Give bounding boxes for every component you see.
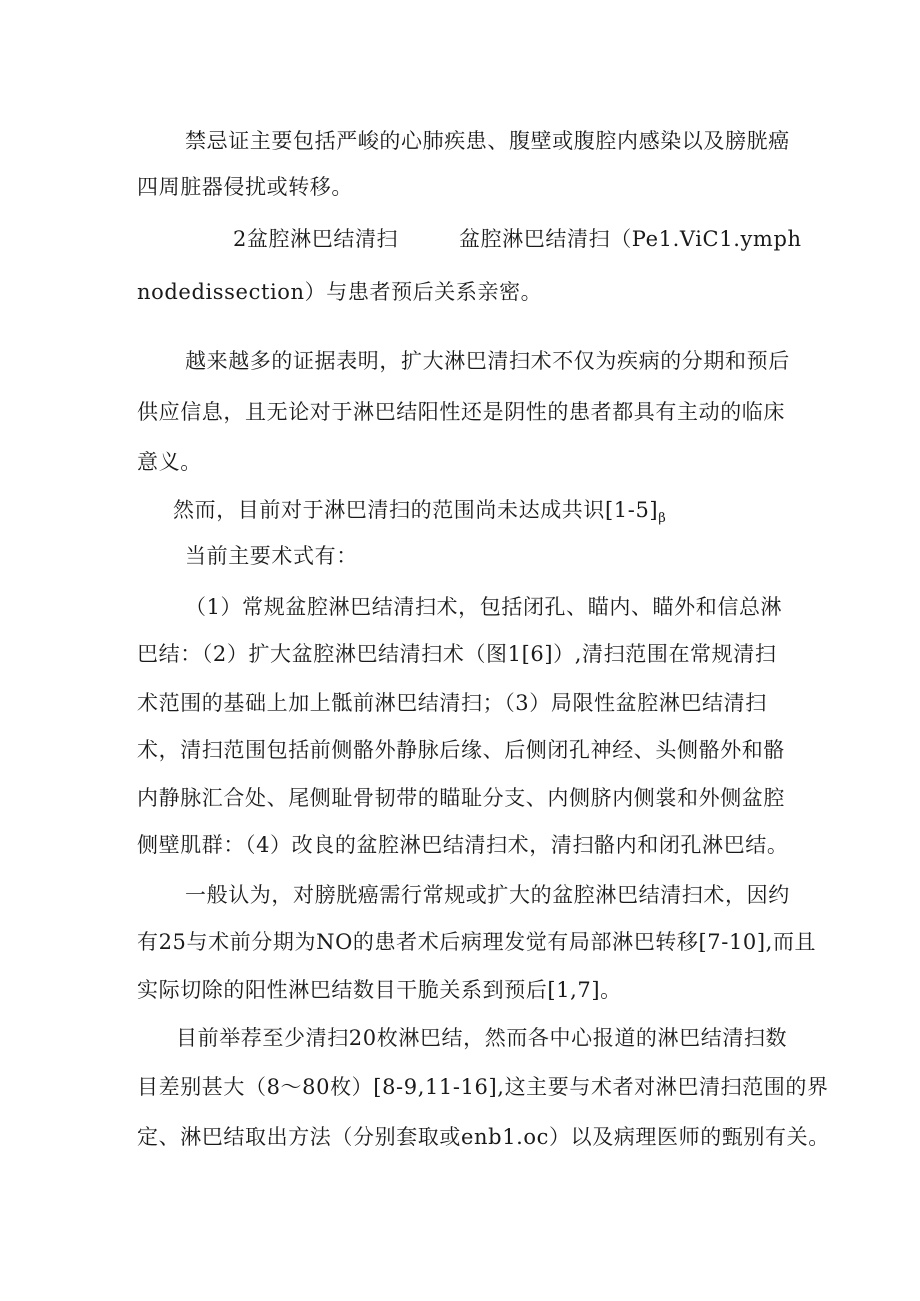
text-line: 定、淋巴结取出方法（分别套取或enb1.oc）以及病理医师的甄别有关。 [137, 1125, 830, 1149]
section-heading: 2盆腔淋巴结清扫 [233, 227, 399, 251]
text-line: 禁忌证主要包括严峻的心肺疾患、腹壁或腹腔内感染以及膀胱癌 [185, 129, 790, 153]
text-main: 然而，目前对于淋巴清扫的范围尚未达成共识[1-5] [173, 498, 659, 522]
text-line: 内静脉汇合处、尾侧耻骨韧带的瞄耻分支、内侧脐内侧裳和外侧盆腔 [137, 786, 785, 810]
text-line: 越来越多的证据表明，扩大淋巴清扫术不仅为疾病的分期和预后 [185, 349, 790, 373]
text-line: 术范围的基础上加上骶前淋巴结清扫；（3）局限性盆腔淋巴结清扫 [137, 691, 767, 715]
text-line: 术，清扫范围包括前侧骼外静脉后缘、后侧闭孔神经、头侧骼外和骼 [137, 738, 785, 762]
text-line: nodedissection）与患者预后关系亲密。 [137, 280, 543, 304]
text-line: （1）常规盆腔淋巴结清扫术，包括闭孔、瞄内、瞄外和信总淋 [185, 595, 783, 619]
text-line: 实际切除的阳性淋巴结数目干脆关系到预后[1,7]。 [137, 978, 622, 1002]
text-line: 当前主要术式有： [185, 544, 358, 568]
text-line: 巴结：（2）扩大盆腔淋巴结清扫术（图1[6]）,清扫范围在常规清扫 [137, 642, 777, 666]
text-subscript: β [658, 511, 667, 526]
text-line: 四周脏器侵扰或转移。 [137, 175, 353, 199]
text-line: 侧壁肌群：（4）改良的盆腔淋巴结清扫术，清扫骼内和闭孔淋巴结。 [137, 833, 789, 857]
text-line: 意义。 [137, 450, 202, 474]
text-line: 目差别甚大（8～80枚）[8-9,11-16],这主要与术者对淋巴清扫范围的界 [137, 1075, 829, 1099]
text-line: 有25与术前分期为NO的患者术后病理发觉有局部淋巴转移[7-10],而且 [137, 930, 817, 954]
text-line [173, 497, 666, 532]
text-line: 一般认为，对膀胱癌需行常规或扩大的盆腔淋巴结清扫术，因约 [185, 883, 790, 907]
text-line: 目前举荐至少清扫20枚淋巴结，然而各中心报道的淋巴结清扫数 [176, 1026, 788, 1050]
text-line: 盆腔淋巴结清扫（Pe1.ViC1.ymph [459, 227, 802, 251]
text-line: 供应信息，且无论对于淋巴结阳性还是阴性的患者都具有主动的临床 [137, 400, 785, 424]
